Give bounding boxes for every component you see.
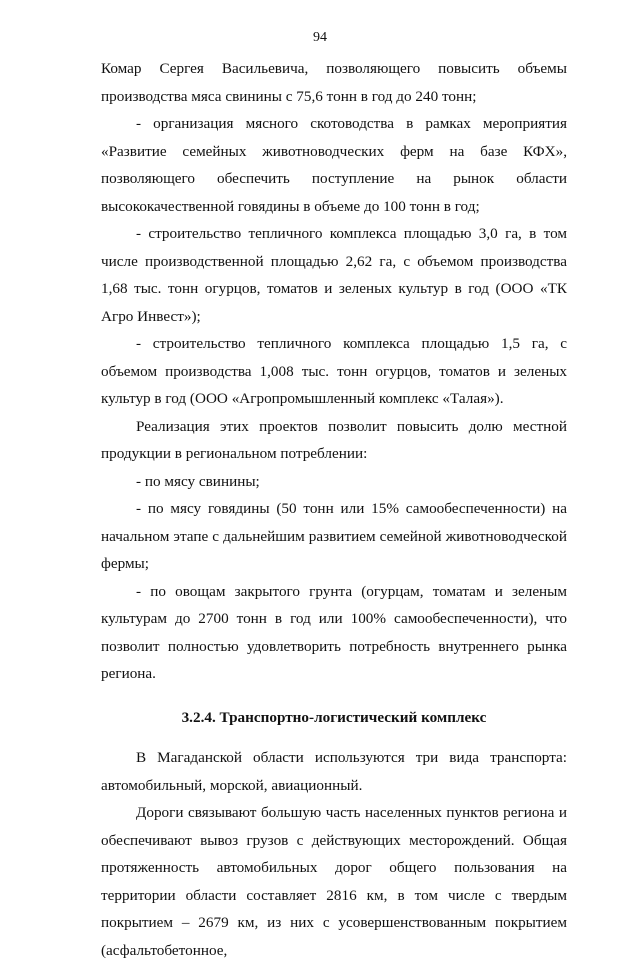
paragraph-greenhouse-agro-invest: - строительство тепличного комплекса площадью 3,0 га, в том числе производственной площадью 2,62 га, с объемом производства 1,68 тыс. тонн огурцов, томатов и зеленых культур в год (ООО «ТК Агро Инвест»);	[101, 225, 567, 325]
paragraph-pork-item: - по мясу свинины;	[136, 472, 260, 490]
paragraph-transport-types: В Магаданской области используются три вида транспорта: автомобильный, морской, авиационный.	[101, 749, 567, 794]
section-heading: 3.2.4. Транспортно-логистический комплекс	[181, 708, 487, 726]
paragraph-greenhouse-talaya: - строительство тепличного комплекса площадью 1,5 га, с объемом производства 1,008 тыс. тонн огурцов, томатов и зеленых культур в год (ООО «Агропромышленный комплекс «Талая»).	[101, 335, 567, 407]
paragraph-beef-cattle: - организация мясного скотоводства в рамках мероприятия «Развитие семейных животноводческих ферм на базе КФХ», позволяющего обеспечить поступление на рынок области высококачественной говядины в объеме до 100 тонн в год;	[101, 115, 567, 215]
paragraph-beef-item: - по мясу говядины (50 тонн или 15% самообеспеченности) на начальном этапе с дальнейшим развитием семейной животноводческой фермы;	[101, 500, 567, 572]
page-number: 94	[313, 30, 327, 45]
paragraph-roads: Дороги связывают большую часть населенных пунктов региона и обеспечивают вывоз грузов с действующих месторождений. Общая протяженность автомобильных дорог общего пользования на территории области составляет 2816 км, в том числе с твердым покрытием – 2679 км, из них с усовершенствованным покрытием (асфальтобетонное,	[101, 804, 567, 959]
paragraph-pork-production: Комар Сергея Васильевича, позволяющего повысить объемы производства мяса свинины с 75,6 тонн в год до 240 тонн;	[101, 60, 567, 105]
document-body	[101, 55, 567, 964]
paragraph-projects-result: Реализация этих проектов позволит повысить долю местной продукции в региональном потреблении:	[101, 417, 567, 462]
paragraph-vegetables-item: - по овощам закрытого грунта (огурцам, томатам и зеленым культурам до 2700 тонн в год или 100% самообеспеченности), что позволит полностью удовлетворить потребность внутреннего рынка региона.	[101, 582, 567, 682]
